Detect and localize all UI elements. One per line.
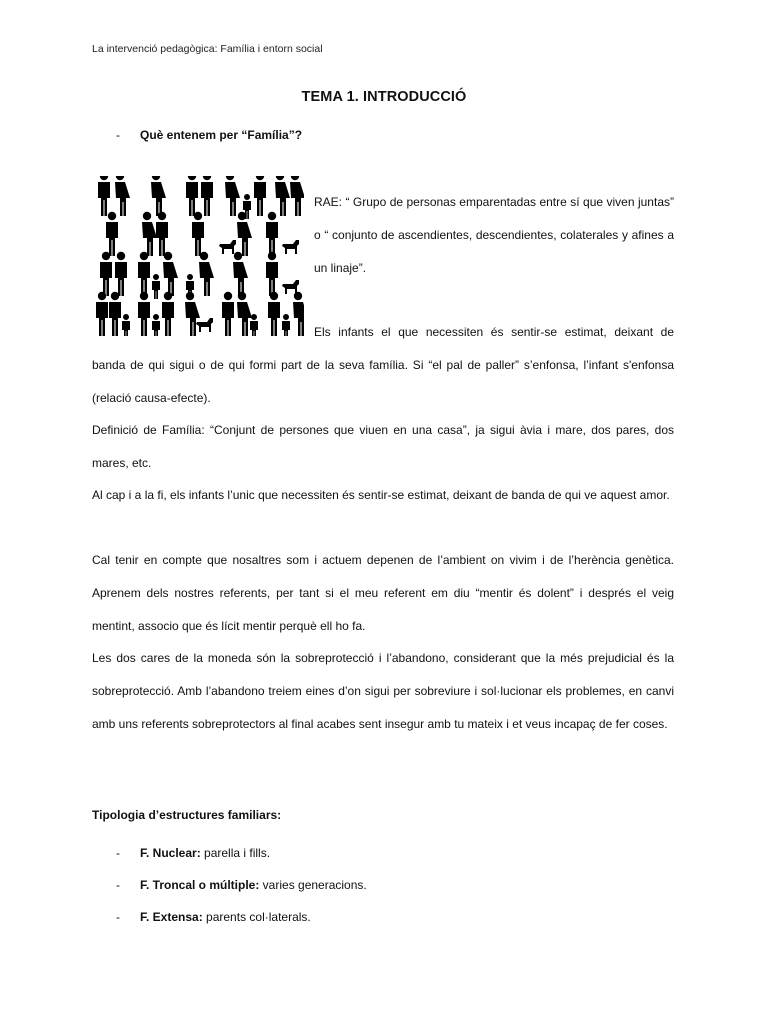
typology-item [116,878,367,892]
question-item [116,128,302,142]
document-title: TEMA 1. INTRODUCCIÓ [301,89,467,105]
typology-term: F. Extensa: [140,910,203,924]
bullet-dash: - [116,910,120,924]
family-pictograms-icon [92,176,304,336]
typology-term: F. Nuclear: [140,846,201,860]
paragraph-4: Cal tenir en compte que nosaltres som i actuem depenen de l’ambient on vivim i de l’herència genètica. Aprenem dels nostres referents, per tant si el meu referent em diu “mentir és dolent” i després el veig mentint, associo que és lícit mentir perquè ell ho fa. [92,553,674,633]
typology-description: parents col·laterals. [202,910,311,924]
rae-definition: RAE: “ Grupo de personas emparentadas entre sí que viven juntas” o “ conjunto de ascendientes, descendientes, colaterales y afines a un linaje”. [314,195,674,275]
typology-description: parella i fills. [200,846,271,860]
paragraph-3: Al cap i a la fi, els infants l’unic que necessiten és sentir-se estimat, deixant de banda de qui ve aquest amor. [92,488,670,502]
typology-term: F. Troncal o múltiple: [140,878,260,892]
typology-heading: Tipologia d’estructures familiars: [92,808,282,822]
paragraph-1: banda de qui sigui o de qui formi part de la seva família. Si “el pal de paller” s’enfonsa, l’infant s'enfonsa (relació causa-efecte). [92,358,674,405]
typology-item [116,910,311,924]
bullet-dash: - [116,846,120,860]
paragraph-2: Definició de Família: “Conjunt de persones que viuen en una casa”, ja sigui àvia i mare, dos pares, dos mares, etc. [92,423,674,470]
typology-item [116,846,270,860]
typology-description: varies generacions. [259,878,367,892]
bullet-dash: - [116,878,120,892]
bullet-dash: - [116,128,120,142]
question-text: Què entenem per “Família”? [140,128,303,142]
paragraph-1-first-line: Els infants el que necessiten és sentir-se estimat, deixant de [314,325,674,339]
paragraph-5: Les dos cares de la moneda són la sobreprotecció i l’abandono, considerant que la més prejudicial és la sobreprotecció. Amb l’abandono treiem eines d’on sigui per sobreviure i sol·lucionar els problemes, en canvi amb uns referents sobreprotectors al final acabes sent insegur amb tu mateix i et veus incapaç de fer coses. [92,651,674,731]
running-header: La intervenció pedagògica: Família i entorn social [92,43,323,55]
